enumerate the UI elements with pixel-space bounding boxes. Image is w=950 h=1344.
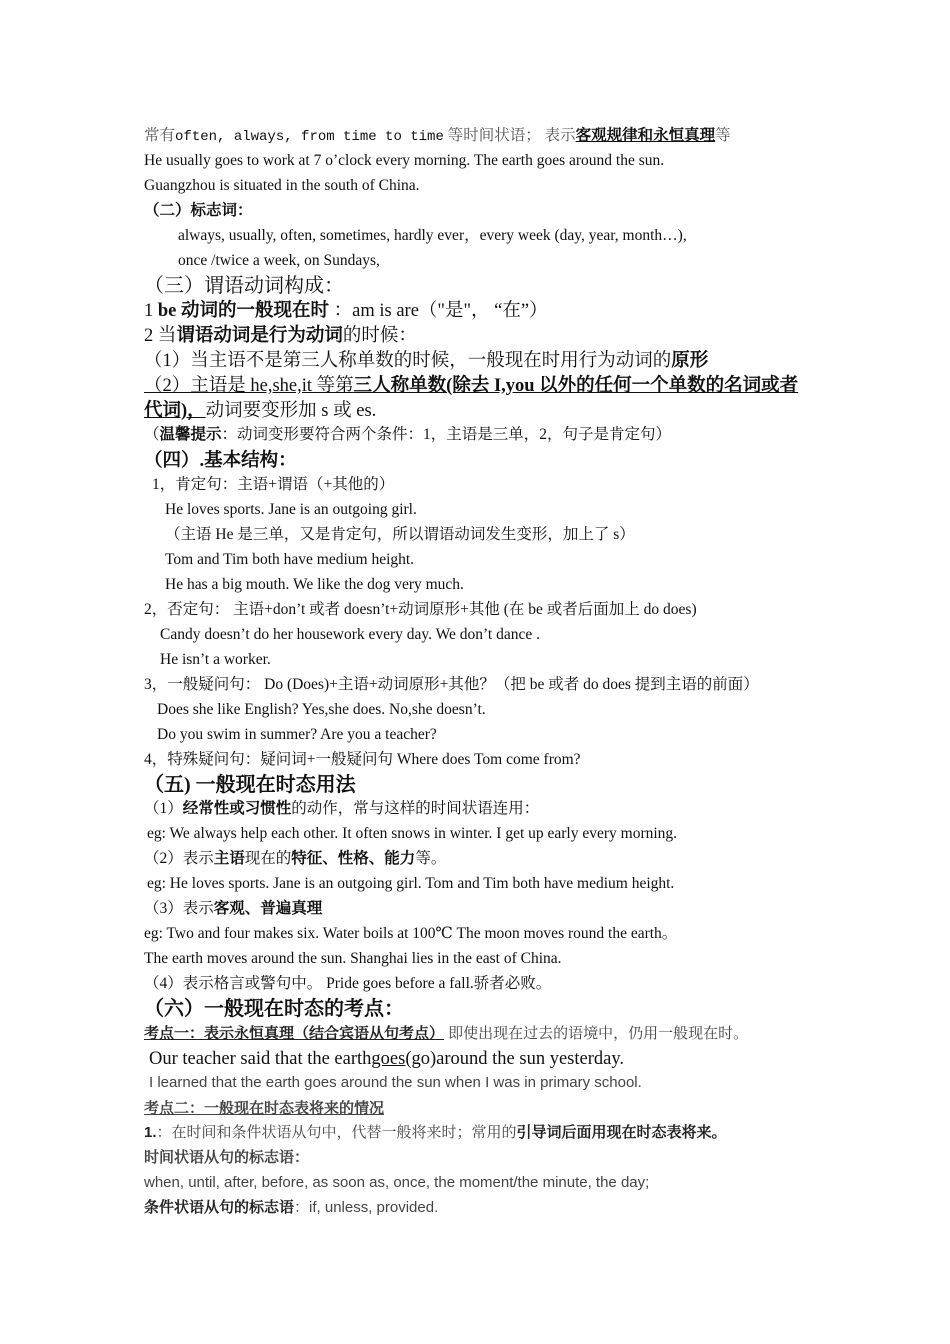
- rule-line: 1 be 动词的一般现在时 ：am is are（"是"， “在”）: [144, 301, 548, 321]
- example-line: The earth moves around the sun. Shanghai lies in the east of China.: [144, 950, 562, 967]
- structure-line: 3，一般疑问句： Do (Does)+主语+动词原形+其他？（把 be 或者 do does 提到主语的前面）: [144, 676, 759, 693]
- example-line: He isn’t a worker.: [160, 651, 271, 668]
- condition-clause-line: 条件状语从句的标志语：if, unless, provided.: [144, 1199, 439, 1216]
- example-line: Candy doesn’t do her housework every day. We don’t dance .: [160, 626, 540, 643]
- exam-point-one: 考点一：表示永恒真理（结合宾语从句考点） 即使出现在过去的语境中，仍用一般现在时。: [144, 1025, 749, 1042]
- example-line: Tom and Tim both have medium height.: [165, 551, 415, 568]
- example-line: eg: Two and four makes six. Water boils at 100℃ The moon moves round the earth。: [144, 925, 678, 942]
- exam-point-detail: 1.：在时间和条件状语从句中，代替一般将来时；常用的引导词后面用现在时态表将来。: [144, 1124, 727, 1141]
- marker-words-line: once /twice a week, on Sundays,: [178, 252, 380, 269]
- usage-line: （3）表示客观、普遍真理: [144, 900, 323, 917]
- time-clause-words: when, until, after, before, as soon as, once, the moment/the minute, the day;: [144, 1174, 650, 1191]
- structure-line: 2，否定句： 主语+don’t 或者 doesn’t+动词原形+其他 (在 be 或者后面加上 do does): [144, 601, 697, 618]
- structure-line: 4，特殊疑问句：疑问词+一般疑问句 Where does Tom come from?: [144, 751, 581, 768]
- section-heading-exam-points: （六）一般现在时态的考点：: [144, 998, 404, 1020]
- example-line: eg: He loves sports. Jane is an outgoing girl. Tom and Tim both have medium height.: [147, 875, 675, 892]
- section-heading-usage: （五) 一般现在时态用法: [144, 774, 356, 796]
- answer-blank: goes: [371, 1049, 406, 1069]
- section-heading-markers: （二）标志词：: [144, 202, 253, 219]
- explanation-line: （主语 He 是三单，又是肯定句，所以谓语动词发生变形，加上了 s）: [165, 526, 635, 543]
- example-line: He loves sports. Jane is an outgoing girl.: [165, 501, 417, 518]
- time-adverbials-line: 常有often, always, from time to time 等时间状语； 表示客观规律和永恒真理等: [144, 127, 731, 145]
- example-line: Does she like English? Yes,she does. No,she doesn’t.: [157, 701, 486, 718]
- section-heading-structure: （四）.基本结构：: [144, 451, 297, 471]
- time-clause-heading: 时间状语从句的标志语：: [144, 1149, 310, 1166]
- example-line: I learned that the earth goes around the sun when I was in primary school.: [149, 1074, 642, 1091]
- example-line: He usually goes to work at 7 o’clock every morning. The earth goes around the sun.: [144, 152, 665, 169]
- example-line: Guangzhou is situated in the south of China.: [144, 177, 420, 194]
- example-line: eg: We always help each other. It often snows in winter. I get up early every morning.: [147, 825, 678, 842]
- structure-line: 1，肯定句：主语+谓语（+其他的）: [152, 476, 395, 493]
- exam-point-two: 考点二：一般现在时态表将来的情况: [144, 1100, 385, 1117]
- rule-line: 代词)，动词要变形加 s 或 es.: [144, 401, 377, 421]
- example-line: He has a big mouth. We like the dog very much.: [165, 576, 464, 593]
- usage-line: （2）表示主语现在的特征、性格、能力等。: [144, 850, 447, 867]
- tip-line: （温馨提示：动词变形要符合两个条件：1，主语是三单，2，句子是肯定句）: [144, 426, 672, 443]
- usage-line: （4）表示格言或警句中。 Pride goes before a fall.骄者必败。: [144, 975, 552, 992]
- example-line: Do you swim in summer? Are you a teacher?: [157, 726, 437, 743]
- rule-line: （1）当主语不是第三人称单数的时候，一般现在时用行为动词的原形: [144, 351, 709, 371]
- section-heading-predicate: （三）谓语动词构成：: [144, 275, 344, 297]
- rule-line: （2）主语是 he,she,it 等第三人称单数(除去 I,you 以外的任何一个单数的名词或者: [144, 376, 799, 396]
- rule-line: 2 当谓语动词是行为动词的时候：: [144, 326, 417, 346]
- marker-words-line: always, usually, often, sometimes, hardly ever，every week (day, year, month…),: [178, 227, 687, 244]
- exercise-line: Our teacher said that the earthgoes(go)around the sun yesterday.: [149, 1049, 625, 1069]
- usage-line: （1）经常性或习惯性的动作，常与这样的时间状语连用：: [144, 800, 540, 817]
